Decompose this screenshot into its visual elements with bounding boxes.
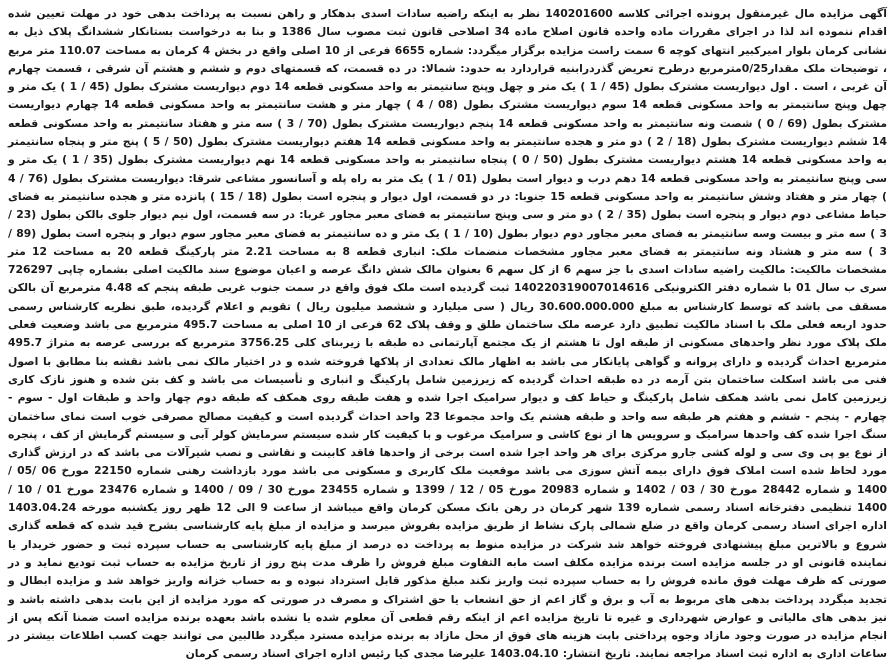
notice-body-text: آگهی مزایده مال غیرمنقول پرونده اجرائی کلاسه 140201600 نظر به اینکه راضیه سادات اسدی بدهکار و راهن نسبت به پرداخت بدهی خود در مهلت تعیین شده اقدام ننموده اند لذا در اجرای مقررات ماده واحده قانون اصلاح ماده 34 اصلاحی قانون ثبت مصوب سال 1386 و بنا به درخواست بستانکار ششدانگ پلاک ذیل به نشانی کرمان بلوار امیرکبیر انتهای کوچه 6 سمت راست مزایده برگزار میگردد: شماره 6655 فرعی از 10 اصلی واقع در بخش 4 کرمان به مساحت 110.07 متر مربع ، توضیحات ملک مقدار0/25مترمربع درطرح تعریض گذردرابنیه قراردارد به حدود: شمالا: در ده قسمت، که قسمتهای دوم و ششم و هشتم آن شرقی ، قسمت چهارم آن غربی ، است . اول دیواریست مشترک بطول (45 / 1 ) یک متر و چهل وپنج سانتیمتر به واحد مسکونی قطعه 14 دوم دیواریست مشترک بطول (45 / 1 ) یک متر و چهل وپنج سانتیمتر به واحد مسکونی قطعه 14 سوم دیواریست مشترک بطول (08 / 4 ) چهار متر و هشت سانتیمتر به واحد مسکونی قطعه 14 چهارم دیواریست مشترک بطول (69 / 0 ) شصت ونه سانتیمتر به واحد مسکونی قطعه 14 پنجم دیواریست مشترک بطول (70 / 3 ) سه متر و هفتاد سانتیمتر به واحد مسکونی قطعه 14 ششم دیواریست مشترک بطول (18 / 2 ) دو متر و هجده سانتیمتر به واحد مسکونی قطعه 14 هفتم دیواریست مشترک بطول (50 / 5 ) پنج متر و پنجاه سانتیمتر به واحد مسکونی قطعه 14 هشتم دیواریست مشترک بطول (50 / 0 ) پنجاه سانتیمتر به واحد مسکونی قطعه 14 نهم دیواریست مشترک بطول (35 / 1 ) یک متر و سی وپنج سانتیمتر به واحد مسکونی قطعه 14 دهم درب و دیوار است بطول (01 / 1 ) یک متر به راه پله و آسانسور مشاعی شرقا: دیواریست مشترک بطول (76 / 4 ) چهار متر و هفتاد وشش سانتیمتر به واحد مسکونی قطعه 15 جنوبا: در دو قسمت، اول دیوار و پنجره است بطول (18 / 15 ) پانزده متر و هجده سانتیمتر به فضای حیاط مشاعی دوم دیوار و پنجره است بطول (35 / 2 ) دو متر و سی وپنج سانتیمتر به فضای معبر مجاور غربا: در سه قسمت، اول نیم دیوار جلوی بالکن بطول (23 / 3 ) سه متر و بیست وسه سانتیمتر به فضای معبر مجاور دوم دیوار بطول (10 / 1 ) یک متر و ده سانتیمتر به فضای معبر مجاور سوم دیوار و پنجره است بطول (89 / 3 ) سه متر و هشتاد ونه سانتیمتر به فضای معبر مجاور مشخصات منضمات ملک: انباری قطعه 8 به مساحت 2.21 متر پارکینگ قطعه 20 به مساحت 12 متر مشخصات مالکیت: مالکیت راضیه سادات اسدی با جز سهم 6 از کل سهم 6 بعنوان مالک شش دانگ عرصه و اعیان موضوع سند مالکیت اصلی بشماره چاپی 726297 سری ب سال 01 با شماره دفتر الکترونیکی 140220319007014616 ثبت گردیده است ملک فوق واقع در سمت جنوب غربی طبقه پنجم که 4.48 مترمربع آن بالکن مسقف می باشد که توسط کارشناس به مبلغ 30.600.000.000 ریال ( سی میلیارد و ششصد میلیون ریال ) تقویم و اعلام گردیده، طبق نظریه کارشناس رسمی حدود اربعه فعلی ملک با اسناد مالکیت تطبیق دارد عرصه ملک ساختمان طلق و وقف پلاک 62 فرعی از 10 اصلی به مساحت 495.7 مترمربع می باشد وضعیت فعلی ملک پلاک مورد نظر واحدهای مسکونی از طبقه اول تا هشتم از یک مجتمع آپارتمانی ده طبقه با زیربنای کلی 3756.25 مترمربع که بررسی عرصه به متراژ 495.7 مترمربع احداث گردیده و دارای پروانه و گواهی پایانکار می باشد به اظهار مالک تعدادی از پلاکها فروخته شده و در اختیار مالک نمی باشد نقشه بنا مطابق با اصول فنی می باشد اسکلت ساختمان بتن آرمه در ده طبقه احداث گردیده که زیرزمین شامل پارکینگ و انباری و تأسیسات می باشد و کف بتن شده و هنوز نازک کاری زیرزمین کامل نمی باشد همکف شامل پارکینگ و حیاط کف و دیوار سرامیک اجرا شده و هفت طبقه روی همکف که طبقه دوم چهار واحد و طبقات اول - سوم - چهارم - پنجم - ششم و هفتم هر طبقه سه واحد و طبقه هشتم یک واحد مجموعا 23 واحد احداث گردیده است و کیفیت مصالح مصرفی خوب است نمای ساختمان سنگ اجرا شده کف واحدها سرامیک و سرویس ها از نوع کاشی و سرامیک مرغوب و با کیفیت کار شده سیستم سرمایش کولر آبی و سیستم گرمایش از کف ، پنجره از نوع یو پی وی سی و لوله کشی جارو مرکزی برای هر واحد اجرا شده است برخی از واحدها فاقد کابینت و نقاشی و نصب شیرآلات می باشد که در ارزش گذاری مورد لحاظ شده است املاک فوق دارای بیمه آتش سوزی می باشد موقعیت ملک کاربری و مسکونی می باشد مورد بازداشت رهنی شماره 22150 مورخ 06 /05 / 1400 و شماره 28442 مورخ 30 / 03 / 1402 و شماره 20983 مورخ 05 / 12 / 1399 و شماره 23455 مورخ 30 / 09 / 1400 و شماره 23476 مورخ 01 / 10 / 1400 تنظیمی دفترخانه اسناد رسمی شماره 139 شهر کرمان در رهن بانک مسکن کرمان واقع میباشد از ساعت 9 الی 12 ظهر روز یکشنبه مورخه 1403.04.24 اداره اجرای اسناد رسمی کرمان واقع در ضلع شمالی پارک نشاط از طریق مزایده بفروش میرسد و مزایده از مبلغ پایه کارشناسی بشرح قید شده که قطعه گذاری شروع و بالاترین مبلغ پیشنهادی فروخته خواهد شد شرکت در مزایده منوط به پرداخت ده درصد از مبلغ پایه کارشناسی به حساب سپرده ثبت و حضور خریدار یا نماینده قانونی او در جلسه مزایده است برنده مزایده مکلف است مابه التفاوت مبلغ فروش را ظرف مدت پنج روز از تاریخ مزایده به حساب ثبت تودیع نماید و در صورتی که ظرف مهلت فوق مانده فروش را به حساب سپرده ثبت واریز نکند مبلغ مذکور قابل استرداد نبوده و به حساب خزانه واریز خواهد شد و مزایده ابطال و تجدید میگردد پرداخت بدهی های مربوط به آب و برق و گاز اعم از حق انشعاب یا حق اشتراک و مصرف در صورتی که مورد مزایده از این بابت بدهی داشته باشد و نیز بدهی های مالیاتی و عوارض شهرداری و غیره تا تاریخ مزایده اعم از اینکه رقم قطعی آن معلوم شده یا نشده باشد بعهده برنده مزایده است ضمنا آنکه پس از انجام مزایده در صورت وجود مازاد وجوه پرداختی بابت هزینه های فوق از محل مازاد به برنده مزایده مسترد میگردد طالبین می توانند جهت کسب اطلاعات بیشتر در ساعات اداری به اداره ثبت اسناد مراجعه نمایند. تاریخ انتشار: 1403.04.10 علیرضا مجدی کیا رئیس اداره اجرای اسناد رسمی کرمان [7,7,888,661]
